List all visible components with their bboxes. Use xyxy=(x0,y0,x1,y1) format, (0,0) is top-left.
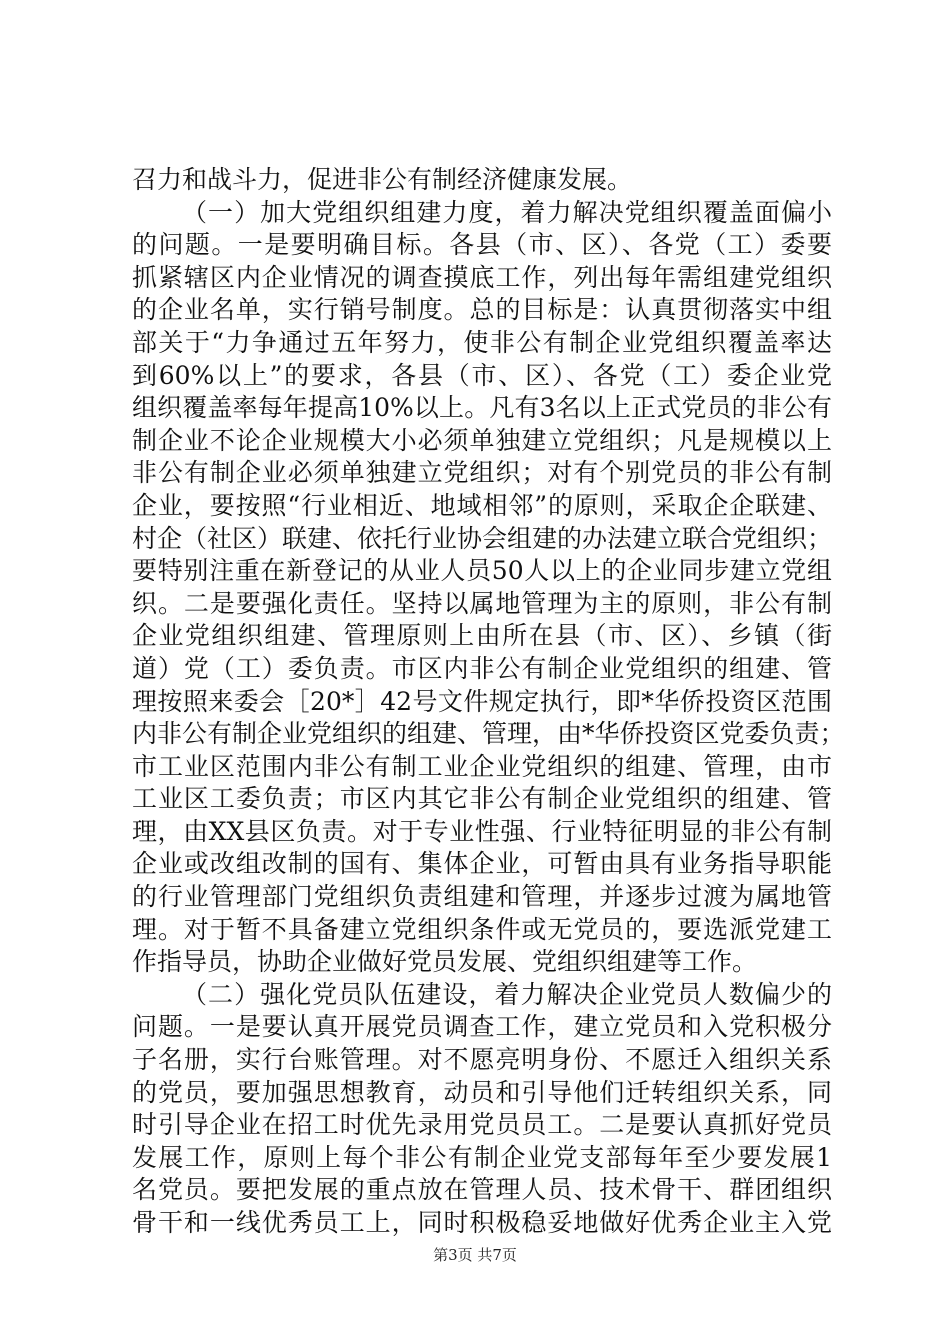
text-line-27: 问题。一是要认真开展党员调查工作，建立党员和入党积极分 xyxy=(132,1012,832,1042)
text-line-26: （二）强化党员队伍建设，着力解决企业党员人数偏少的 xyxy=(182,979,832,1009)
text-line-13: 要特别注重在新登记的从业人员50人以上的企业同步建立党组 xyxy=(132,556,832,586)
text-line-29: 的党员，要加强思想教育，动员和引导他们迁转组织关系，同 xyxy=(132,1077,832,1107)
text-line-23: 的行业管理部门党组织负责组建和管理，并逐步过渡为属地管 xyxy=(132,882,832,912)
text-line-7: 到60%以上”的要求，各县（市、区）、各党（工）委企业党 xyxy=(132,360,832,390)
text-line-20: 工业区工委负责；市区内其它非公有制企业党组织的组建、管 xyxy=(132,784,832,814)
text-line-14: 织。二是要强化责任。坚持以属地管理为主的原则，非公有制 xyxy=(132,588,832,618)
text-line-1: 召力和战斗力，促进非公有制经济健康发展。 xyxy=(132,165,633,194)
text-line-8: 组织覆盖率每年提高10%以上。凡有3名以上正式党员的非公有 xyxy=(132,393,832,423)
text-line-4: 抓紧辖区内企业情况的调查摸底工作，列出每年需组建党组织 xyxy=(132,262,832,292)
text-line-9: 制企业不论企业规模大小必须单独建立党组织；凡是规模以上 xyxy=(132,425,832,455)
text-line-16: 道）党（工）委负责。市区内非公有制企业党组织的组建、管 xyxy=(132,653,832,683)
text-line-5: 的企业名单，实行销号制度。总的目标是：认真贯彻落实中组 xyxy=(132,295,832,325)
text-line-12: 村企（社区）联建、依托行业协会组建的办法建立联合党组织； xyxy=(132,523,833,553)
text-line-30: 时引导企业在招工时优先录用党员员工。二是要认真抓好党员 xyxy=(132,1110,832,1140)
text-line-15: 企业党组织组建、管理原则上由所在县（市、区）、乡镇（街 xyxy=(132,621,832,651)
text-line-24: 理。对于暂不具备建立党组织条件或无党员的，要选派党建工 xyxy=(132,914,832,944)
text-line-32: 名党员。要把发展的重点放在管理人员、技术骨干、群团组织 xyxy=(132,1175,832,1205)
text-line-6: 部关于“力争通过五年努力，使非公有制企业党组织覆盖率达 xyxy=(132,327,832,357)
text-line-21: 理，由XX县区负责。对于专业性强、行业特征明显的非公有制 xyxy=(132,816,832,846)
text-line-2: （一）加大党组织组建力度，着力解决党组织覆盖面偏小 xyxy=(182,197,832,227)
text-line-3: 的问题。一是要明确目标。各县（市、区）、各党（工）委要 xyxy=(132,230,832,260)
body-text xyxy=(132,164,845,1240)
text-line-25: 作指导员，协助企业做好党员发展、党组织组建等工作。 xyxy=(132,947,758,977)
text-line-22: 企业或改组改制的国有、集体企业，可暂由具有业务指导职能 xyxy=(132,849,832,879)
text-line-31: 发展工作，原则上每个非公有制企业党支部每年至少要发展1 xyxy=(132,1142,832,1172)
text-line-33: 骨干和一线优秀员工上，同时积极稳妥地做好优秀企业主入党 xyxy=(132,1208,832,1237)
text-line-19: 市工业区范围内非公有制工业企业党组织的组建、管理，由市 xyxy=(132,751,832,781)
text-line-10: 非公有制企业必须单独建立党组织；对有个别党员的非公有制 xyxy=(132,458,832,488)
text-line-18: 内非公有制企业党组织的组建、管理，由*华侨投资区党委负责； xyxy=(132,719,845,749)
text-line-11: 企业，要按照“行业相近、地域相邻”的原则，采取企企联建、 xyxy=(132,490,832,520)
text-line-28: 子名册，实行台账管理。对不愿亮明身份、不愿迁入组织关系 xyxy=(132,1045,832,1075)
page-number-footer: 第3页 共7页 xyxy=(433,1246,517,1264)
text-line-17: 理按照来委会［20*］42号文件规定执行，即*华侨投资区范围 xyxy=(132,686,832,716)
